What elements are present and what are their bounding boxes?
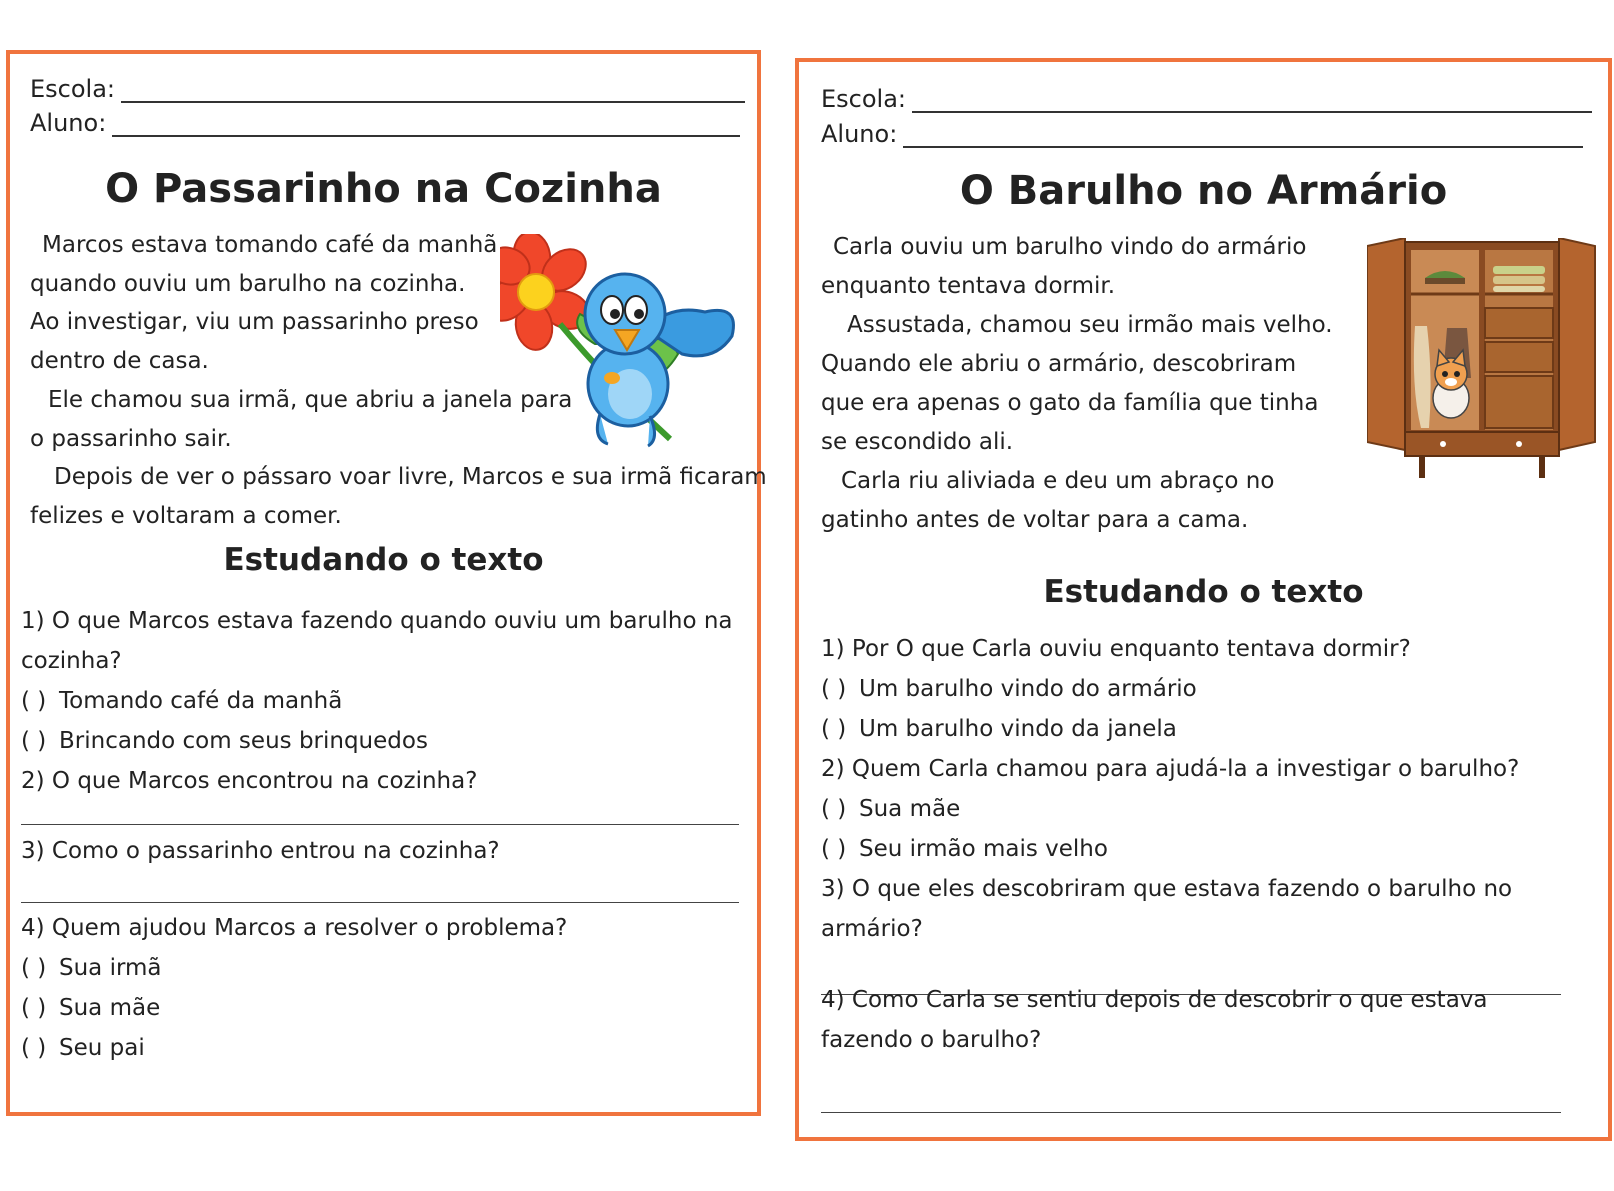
questions-section (21, 601, 733, 801)
student-field[interactable]: Aluno: (821, 119, 1583, 149)
question-2: 2) Quem Carla chamou para ajudá-la a investigar o barulho? (821, 756, 1520, 782)
school-line (912, 91, 1592, 113)
answer-line-q3[interactable] (21, 902, 739, 903)
question-4-continued: fazendo o barulho? (821, 1027, 1042, 1053)
question-4: 4) Quem ajudou Marcos a resolver o problema? (21, 915, 568, 941)
option-checkbox[interactable]: ( ) Um barulho vindo da janela (821, 716, 1177, 742)
question-1: 1) Por O que Carla ouviu enquanto tentava dormir? (821, 636, 1411, 662)
questions-section-4 (821, 980, 1488, 1060)
answer-line-q2[interactable] (21, 824, 739, 825)
wardrobe-icon (1367, 238, 1595, 478)
option-checkbox[interactable]: ( ) Tomando café da manhã (21, 688, 343, 714)
story-line: Depois de ver o pássaro voar livre, Marcos e sua irmã ficaram (54, 464, 767, 491)
question-3: 3) O que eles descobriram que estava fazendo o barulho no (821, 876, 1513, 902)
story-line: felizes e voltaram a comer. (30, 502, 342, 529)
story-line: dentro de casa. (30, 348, 209, 375)
story-line: Quando ele abriu o armário, descobriram (821, 351, 1297, 377)
question-3: 3) Como o passarinho entrou na cozinha? (21, 838, 500, 864)
option-checkbox[interactable]: ( ) Brincando com seus brinquedos (21, 728, 428, 754)
question-1-continued: cozinha? (21, 648, 122, 674)
story-line: Marcos estava tomando café da manhã (42, 232, 498, 258)
student-line (903, 126, 1583, 148)
story-line: que era apenas o gato da família que tinha (821, 390, 1319, 416)
cat-icon (1433, 350, 1469, 418)
bird-icon (585, 274, 733, 446)
story-line: o passarinho sair. (30, 425, 232, 452)
option-checkbox[interactable]: ( ) Sua mãe (821, 796, 961, 822)
study-heading: Estudando o texto (1043, 574, 1364, 610)
story-line: Ao investigar, viu um passarinho preso (30, 309, 479, 336)
option-checkbox[interactable]: ( ) Sua irmã (21, 955, 162, 981)
option-checkbox[interactable]: ( ) Seu irmão mais velho (821, 836, 1108, 862)
wardrobe-cat-illustration (1367, 238, 1597, 488)
study-heading: Estudando o texto (223, 542, 544, 578)
story-line: gatinho antes de voltar para a cama. (821, 507, 1249, 533)
question-1: 1) O que Marcos estava fazendo quando ouviu um barulho na (21, 608, 733, 634)
school-field[interactable]: Escola: (30, 74, 745, 104)
worksheet-armario (795, 58, 1612, 1141)
question-3-continued: armário? (821, 916, 923, 942)
bird-flower-illustration (500, 234, 750, 454)
option-checkbox[interactable]: ( ) Um barulho vindo do armário (821, 676, 1197, 702)
story-line: Ele chamou sua irmã, que abriu a janela para (48, 386, 573, 413)
question-4: 4) Como Carla se sentiu depois de descobrir o que estava (821, 987, 1488, 1013)
story-line: enquanto tentava dormir. (821, 273, 1116, 299)
school-line (121, 81, 745, 103)
story-line: Carla riu aliviada e deu um abraço no (841, 468, 1275, 494)
story-line: quando ouviu um barulho na cozinha. (30, 270, 466, 297)
school-field[interactable]: Escola: (821, 84, 1592, 114)
story-text (821, 228, 1333, 540)
question-2: 2) O que Marcos encontrou na cozinha? (21, 768, 478, 794)
story-title: O Barulho no Armário (959, 168, 1448, 214)
story-line: se escondido ali. (821, 429, 1014, 455)
answer-line-q4[interactable] (821, 1112, 1561, 1113)
story-line: Carla ouviu um barulho vindo do armário (833, 234, 1307, 260)
student-field[interactable]: Aluno: (30, 108, 740, 138)
story-title: O Passarinho na Cozinha (105, 166, 662, 212)
student-line (112, 115, 740, 137)
option-checkbox[interactable]: ( ) Sua mãe (21, 995, 161, 1021)
story-line: Assustada, chamou seu irmão mais velho. (847, 312, 1333, 338)
worksheet-passarinho (6, 50, 767, 1116)
questions-section-4 (21, 908, 567, 1068)
questions-section (821, 629, 1519, 949)
option-checkbox[interactable]: ( ) Seu pai (21, 1035, 145, 1061)
